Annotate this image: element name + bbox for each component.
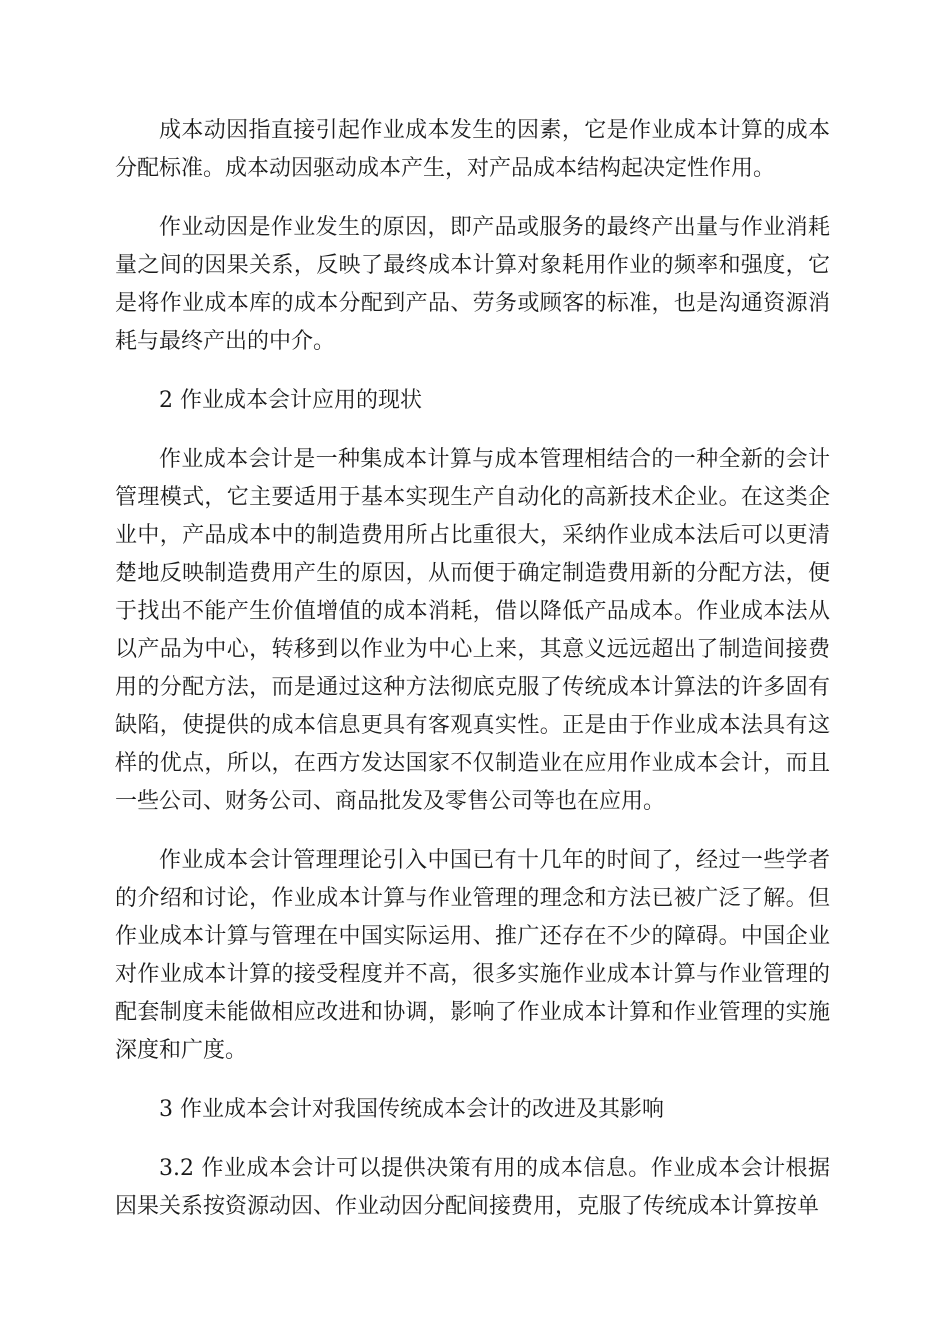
paragraph-cost-driver: 成本动因指直接引起作业成本发生的因素，它是作业成本计算的成本分配标准。成本动因驱动成本产生，对产品成本结构起决定性作用。 (115, 118, 830, 181)
paragraph-abc-in-china: 作业成本会计管理理论引入中国已有十几年的时间了，经过一些学者的介绍和讨论，作业成本计算与作业管理的理念和方法已被广泛了解。但作业成本计算与管理在中国实际运用、推广还存在不少的障碍。中国企业对作业成本计算的接受程度并不高，很多实施作业成本计算与作业管理的配套制度未能做相应改进和协调，影响了作业成本计算和作业管理的实施深度和广度。 (115, 848, 830, 1063)
section-heading-2: 2 作业成本会计应用的现状 (159, 388, 422, 413)
paragraph-decision-info: 3.2 作业成本会计可以提供决策有用的成本信息。作业成本会计根据因果关系按资源动因、作业动因分配间接费用，克服了传统成本计算按单 (115, 1156, 830, 1219)
document-body (115, 112, 830, 1247)
section-heading-3: 3 作业成本会计对我国传统成本会计的改进及其影响 (159, 1097, 664, 1122)
paragraph-abc-application: 作业成本会计是一种集成本计算与成本管理相结合的一种全新的会计管理模式，它主要适用于基本实现生产自动化的高新技术企业。在这类企业中，产品成本中的制造费用所占比重很大，采纳作业成本法后可以更清楚地反映制造费用产生的原因，从而便于确定制造费用新的分配方法，便于找出不能产生价值增值的成本消耗，借以降低产品成本。作业成本法从以产品为中心，转移到以作业为中心上来，其意义远远超出了制造间接费用的分配方法，而是通过这种方法彻底克服了传统成本计算法的许多固有缺陷，使提供的成本信息更具有客观真实性。正是由于作业成本法具有这样的优点，所以，在西方发达国家不仅制造业在应用作业成本会计，而且一些公司、财务公司、商品批发及零售公司等也在应用。 (115, 447, 830, 814)
paragraph-activity-driver: 作业动因是作业发生的原因，即产品或服务的最终产出量与作业消耗量之间的因果关系，反映了最终成本计算对象耗用作业的频率和强度，它是将作业成本库的成本分配到产品、劳务或顾客的标准，也是沟通资源消耗与最终产出的中介。 (115, 215, 830, 354)
